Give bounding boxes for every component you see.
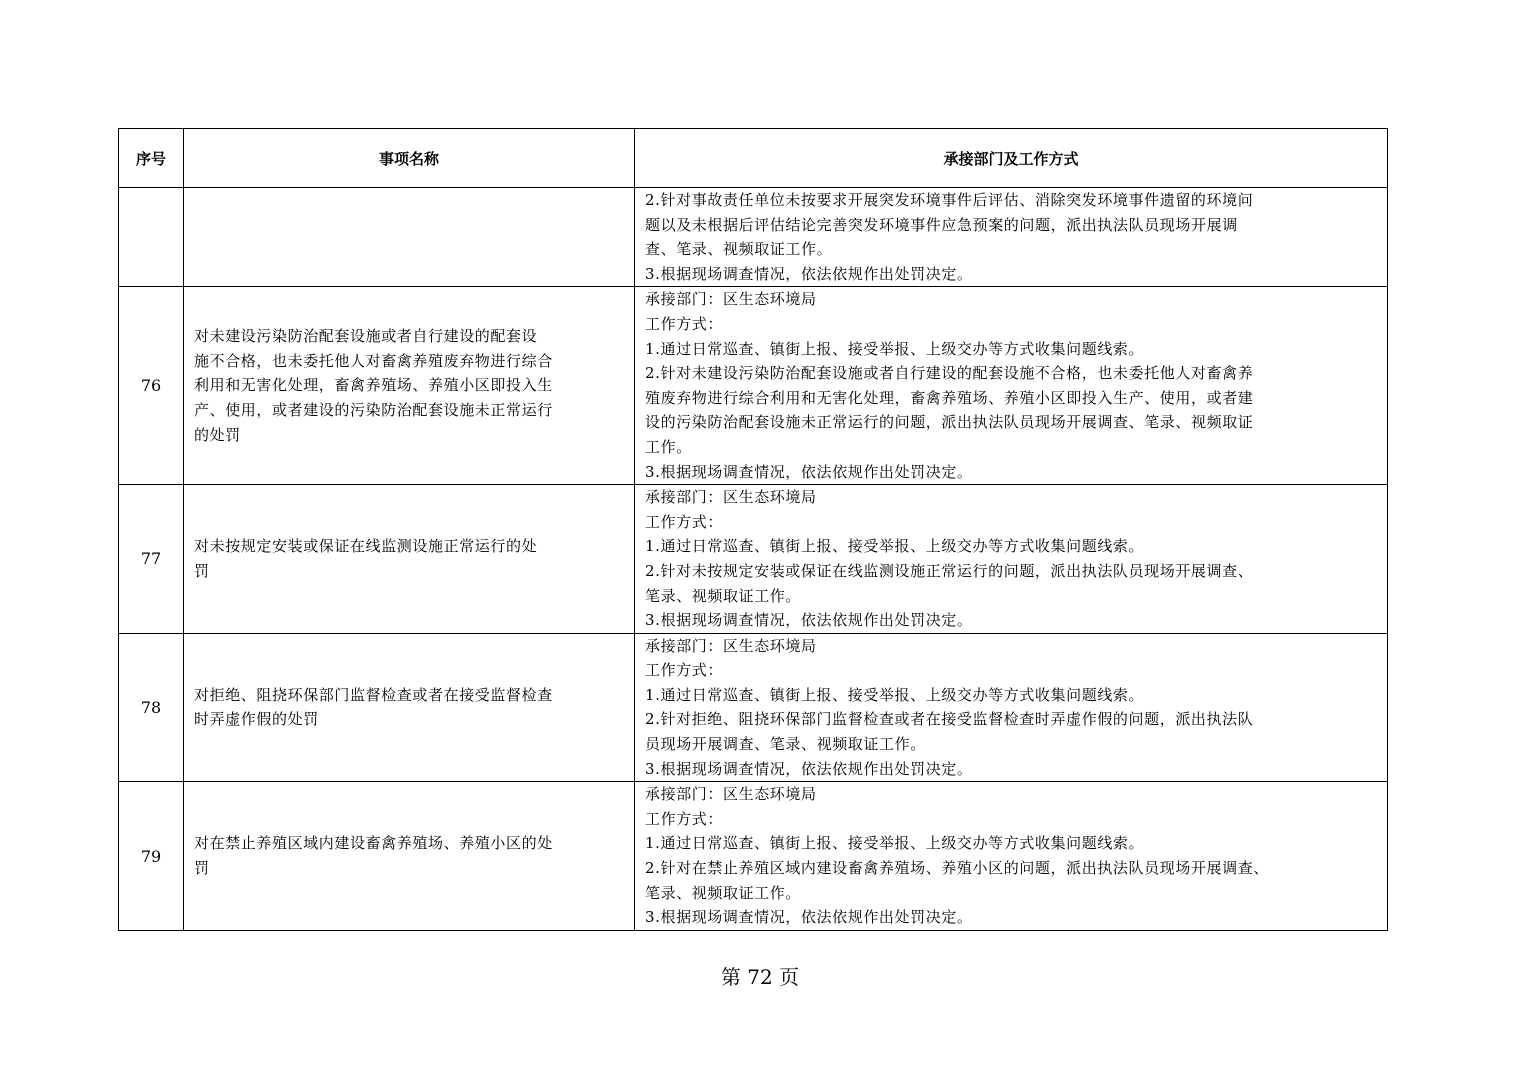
- name-line: 对未按规定安装或保证在线监测设施正常运行的处: [194, 537, 538, 556]
- dept-line: 查、笔录、视频取证工作。: [645, 240, 833, 259]
- name-line: 罚: [194, 859, 210, 878]
- dept-line: 承接部门：区生态环境局: [645, 488, 817, 507]
- cell-dept-continuation: [635, 188, 1388, 287]
- header-number: 序号: [119, 129, 184, 188]
- dept-line: 承接部门：区生态环境局: [645, 636, 817, 655]
- row-number: 78: [119, 633, 184, 782]
- item-name-cell: [184, 287, 635, 485]
- name-line: 对拒绝、阻挠环保部门监督检查或者在接受监督检查: [194, 685, 553, 704]
- cell-number-empty: [119, 188, 184, 287]
- item-name-cell: [184, 633, 635, 782]
- table-row-continuation: [119, 188, 1388, 287]
- cell-name-empty: [184, 188, 635, 287]
- dept-method-cell: [635, 782, 1388, 931]
- dept-line: 设的污染防治配套设施未正常运行的问题，派出执法队员现场开展调查、笔录、视频取证: [645, 413, 1254, 432]
- dept-line: 员现场开展调查、笔录、视频取证工作。: [645, 735, 926, 754]
- dept-method-cell: [635, 287, 1388, 485]
- table-header-row: [119, 129, 1388, 188]
- dept-line: 殖废弃物进行综合利用和无害化处理，畜禽养殖场、养殖小区即投入生产、使用，或者建: [645, 388, 1254, 407]
- dept-line: 笔录、视频取证工作。: [645, 883, 802, 902]
- dept-line: 工作方式：: [645, 314, 724, 333]
- table-row: [119, 782, 1388, 931]
- dept-line: 2.针对拒绝、阻挠环保部门监督检查或者在接受监督检查时弄虚作假的问题，派出执法队: [645, 710, 1254, 729]
- name-line: 利用和无害化处理，畜禽养殖场、养殖小区即投入生: [194, 376, 553, 395]
- dept-line: 1.通过日常巡查、镇街上报、接受举报、上级交办等方式收集问题线索。: [645, 685, 1145, 704]
- dept-line: 3.根据现场调查情况，依法依规作出处罚决定。: [645, 264, 973, 283]
- dept-line: 笔录、视频取证工作。: [645, 586, 802, 605]
- dept-line: 2.针对事故责任单位未按要求开展突发环境事件后评估、消除突发环境事件遗留的环境问: [645, 191, 1254, 209]
- name-line: 产、使用，或者建设的污染防治配套设施未正常运行: [194, 401, 553, 420]
- dept-line: 1.通过日常巡查、镇街上报、接受举报、上级交办等方式收集问题线索。: [645, 537, 1145, 556]
- dept-line: 2.针对在禁止养殖区域内建设畜禽养殖场、养殖小区的问题，派出执法队员现场开展调查、: [645, 859, 1269, 878]
- row-number: 79: [119, 782, 184, 931]
- item-name-cell: [184, 782, 635, 931]
- item-name-cell: [184, 485, 635, 634]
- row-number: 76: [119, 287, 184, 485]
- dept-line: 题以及未根据后评估结论完善突发环境事件应急预案的问题，派出执法队员现场开展调: [645, 215, 1238, 234]
- dept-line: 1.通过日常巡查、镇街上报、接受举报、上级交办等方式收集问题线索。: [645, 834, 1145, 853]
- dept-line: 3.根据现场调查情况，依法依规作出处罚决定。: [645, 462, 973, 481]
- dept-method-cell: [635, 485, 1388, 634]
- name-line: 对在禁止养殖区域内建设畜禽养殖场、养殖小区的处: [194, 834, 553, 853]
- dept-line: 承接部门：区生态环境局: [645, 785, 817, 804]
- dept-line: 3.根据现场调查情况，依法依规作出处罚决定。: [645, 759, 973, 778]
- page-number-footer: 第 72 页: [720, 965, 800, 989]
- name-line: 罚: [194, 561, 210, 580]
- table-row: [119, 485, 1388, 634]
- header-dept-method: 承接部门及工作方式: [635, 129, 1388, 188]
- table-row: [119, 633, 1388, 782]
- row-number: 77: [119, 485, 184, 634]
- dept-line: 工作方式：: [645, 512, 724, 531]
- name-line: 的处罚: [194, 425, 241, 444]
- name-line: 对未建设污染防治配套设施或者自行建设的配套设: [194, 327, 538, 346]
- dept-method-cell: [635, 633, 1388, 782]
- name-line: 时弄虚作假的处罚: [194, 710, 319, 729]
- dept-line: 1.通过日常巡查、镇街上报、接受举报、上级交办等方式收集问题线索。: [645, 339, 1145, 358]
- table-row: [119, 287, 1388, 485]
- name-line: 施不合格，也未委托他人对畜禽养殖废弃物进行综合: [194, 351, 553, 370]
- dept-line: 工作方式：: [645, 661, 724, 680]
- dept-line: 工作。: [645, 437, 692, 456]
- dept-line: 3.根据现场调查情况，依法依规作出处罚决定。: [645, 908, 973, 927]
- dept-line: 工作方式：: [645, 809, 724, 828]
- dept-line: 承接部门：区生态环境局: [645, 290, 817, 309]
- items-table: [118, 128, 1388, 931]
- dept-line: 2.针对未建设污染防治配套设施或者自行建设的配套设施不合格，也未委托他人对畜禽养: [645, 364, 1254, 383]
- header-item-name: 事项名称: [184, 129, 635, 188]
- dept-line: 3.根据现场调查情况，依法依规作出处罚决定。: [645, 611, 973, 630]
- dept-line: 2.针对未按规定安装或保证在线监测设施正常运行的问题，派出执法队员现场开展调查、: [645, 561, 1254, 580]
